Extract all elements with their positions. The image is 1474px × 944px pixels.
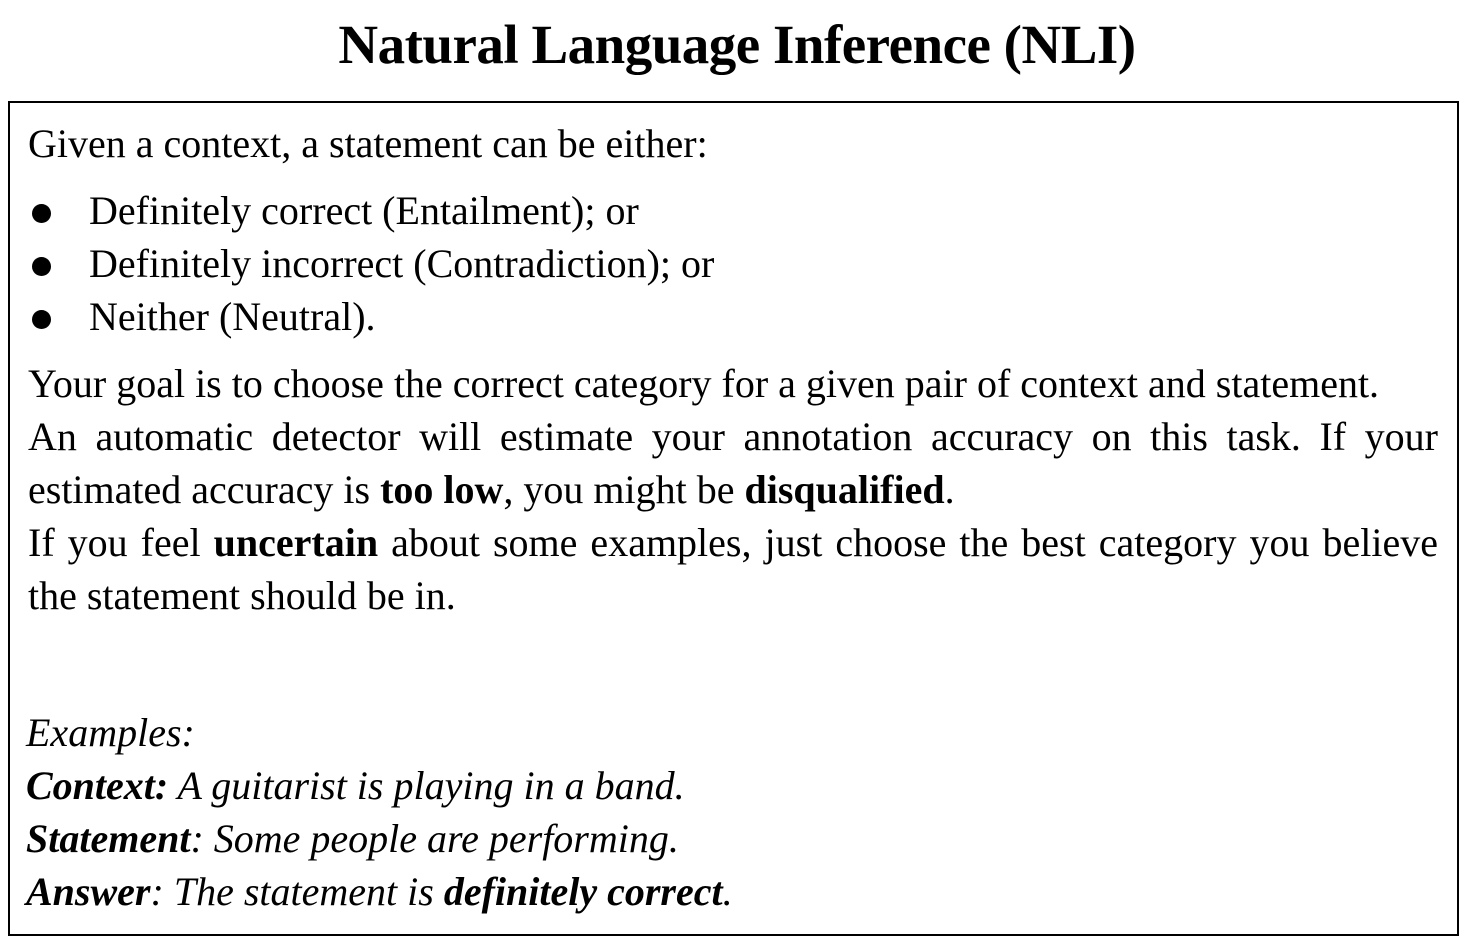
context-label: Context: (26, 763, 169, 808)
uncertain-text-1: If you feel (28, 520, 214, 565)
bullet-icon (32, 257, 51, 276)
answer-emphasis: definitely correct (443, 869, 723, 914)
detector-paragraph (28, 410, 1438, 516)
answer-label: Answer (26, 869, 151, 914)
detector-text-1: An automatic detector will estimate your annotation accuracy on this task. If your estimated accuracy is (28, 414, 1438, 512)
detector-text-2: , you might be (503, 467, 745, 512)
example-context (26, 759, 1436, 812)
intro-text: Given a context, a statement can be either: (28, 121, 708, 166)
disqualified-emphasis: disqualified (744, 467, 945, 512)
detector-text-3: . (944, 467, 955, 512)
bullet-icon (32, 310, 51, 329)
bullet-icon (32, 204, 51, 223)
category-list (28, 184, 1438, 343)
option-contradiction: Definitely incorrect (Contradiction); or (89, 241, 715, 286)
answer-text: : The statement is (150, 869, 444, 914)
option-entailment: Definitely correct (Entailment); or (89, 188, 639, 233)
page-title: Natural Language Inference (NLI) (338, 14, 1136, 75)
goal-paragraph: Your goal is to choose the correct category for a given pair of context and statement. (28, 361, 1380, 406)
context-text: A guitarist is playing in a band. (168, 763, 685, 808)
statement-text: : Some people are performing. (190, 816, 679, 861)
example-answer (26, 865, 1436, 918)
instructions-content (28, 117, 1438, 622)
examples-heading: Examples: (26, 710, 195, 755)
examples-section (26, 706, 1436, 918)
option-neutral: Neither (Neutral). (89, 294, 376, 339)
too-low-emphasis: too low (380, 467, 504, 512)
uncertain-paragraph (28, 516, 1438, 622)
statement-label: Statement (26, 816, 191, 861)
list-item (28, 290, 1438, 343)
example-statement (26, 812, 1436, 865)
list-item (28, 237, 1438, 290)
answer-end: . (722, 869, 733, 914)
list-item (28, 184, 1438, 237)
uncertain-emphasis: uncertain (213, 520, 379, 565)
uncertain-text-2: about some examples, just choose the best category you believe the statement should be in. (28, 520, 1438, 618)
